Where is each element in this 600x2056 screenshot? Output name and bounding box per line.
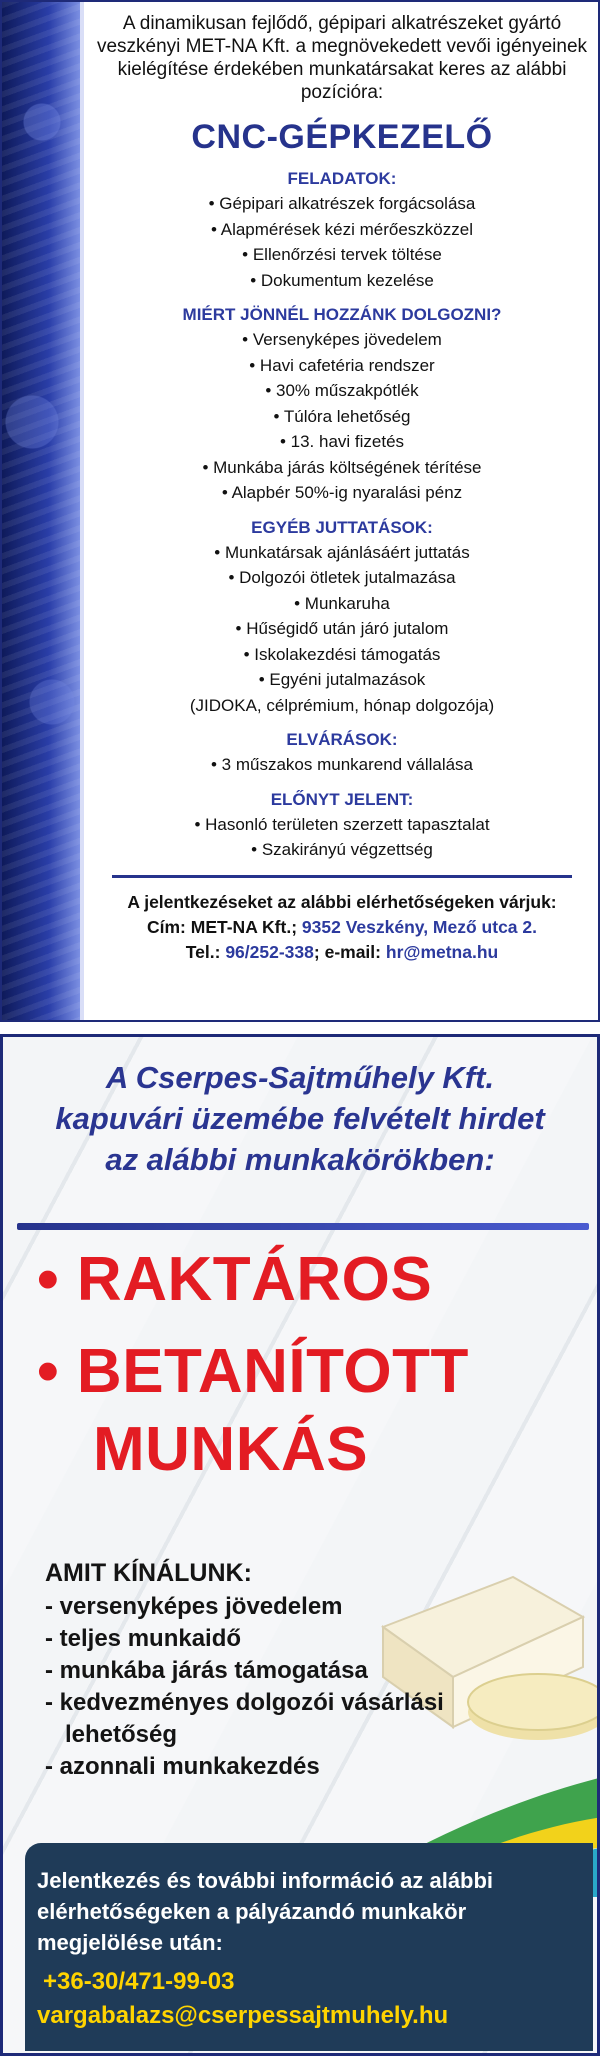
list-item: • Iskolakezdési támogatás [243, 644, 441, 664]
offer-list [45, 1557, 444, 1783]
heading-line: az alábbi munkakörökben: [105, 1142, 495, 1177]
list-item: • Egyéni jutalmazások [258, 670, 426, 689]
decorative-ornament-band [2, 2, 84, 1020]
cserpes-job-ad [0, 1034, 600, 2056]
footer-line: elérhetőségeken a pályázandó munkakör [37, 1899, 467, 1924]
section-heading: ELŐNYT JELENT: [270, 789, 414, 809]
met-na-job-ad [0, 0, 600, 1022]
footer-line: Jelentkezés és további információ az alábbi [37, 1868, 494, 1893]
heading-underline [17, 1223, 589, 1230]
section-list [92, 327, 592, 506]
offer-heading: AMIT KÍNÁLUNK: [45, 1559, 252, 1587]
list-item: • Munkaruha [294, 593, 390, 613]
section-list [92, 191, 592, 293]
list-item: • Alapbér 50%-ig nyaralási pénz [221, 483, 463, 502]
heading-line: A Cserpes-Sajtműhely Kft. [105, 1060, 495, 1095]
position-betanitott: • BETANÍTOTT [37, 1337, 469, 1406]
list-item: • Dokumentum kezelése [250, 270, 434, 290]
intro-text: A dinamikusan fejlődő, gépipari alkatrészeket gyártó veszkényi MET-NA Kft. a megnövekedett vevői igényeinek kielégítése érdekében munkatársakat keres az alábbi pozícióra: [96, 13, 588, 103]
position-munkas: MUNKÁS [93, 1415, 369, 1484]
address-line [92, 915, 592, 940]
list-item: • Gépipari alkatrészek forgácsolása [208, 194, 476, 213]
phone-email-line [92, 940, 592, 965]
list-item: • Ellenőrzési tervek töltése [242, 245, 442, 264]
section-list [92, 812, 592, 863]
email-link[interactable]: hr@metna.hu [385, 941, 499, 962]
list-item: • Havi cafetéria rendszer [249, 355, 435, 375]
list-item: • Munkatársak ajánlásáért juttatás [214, 542, 470, 562]
list-item: • Hűségidő után járó jutalom [235, 619, 449, 638]
job-title: CNC-GÉPKEZELŐ [191, 118, 493, 156]
contact-footer [25, 1843, 593, 2051]
footer-text [37, 1865, 587, 1958]
list-item: • Munkába járás költségének térítése [202, 457, 482, 477]
footer-line: megjelölése után: [37, 1930, 223, 1955]
list-item: • 30% műszakpótlék [265, 381, 419, 400]
address-value: 9352 Veszkény, Mező utca 2. [301, 916, 537, 937]
offer-item: - versenyképes jövedelem [45, 1593, 343, 1620]
email-label: ; e-mail: [313, 941, 381, 962]
offer-item: - azonnali munkakezdés [45, 1753, 320, 1780]
heading-line: kapuvári üzemébe felvételt hirdet [55, 1101, 545, 1136]
contact-intro: A jelentkezéseket az alábbi elérhetőségeken várjuk: [127, 891, 557, 912]
met-na-ad-content [92, 12, 592, 965]
section-list [92, 752, 592, 778]
list-item: • Hasonló területen szerzett tapasztalat [194, 814, 490, 834]
list-item: • Versenyképes jövedelem [242, 330, 442, 349]
offer-item: - teljes munkaidő [45, 1625, 242, 1652]
offer-item: lehetőség [65, 1721, 178, 1748]
phone-label: Tel.: [185, 941, 221, 962]
list-item: • Dolgozói ötletek jutalmazása [228, 568, 456, 587]
ad2-heading [3, 1057, 597, 1180]
list-item: • 3 műszakos munkarend vállalása [210, 755, 474, 774]
contact-block [92, 890, 592, 965]
address-label: Cím: MET-NA Kft.; [147, 916, 298, 937]
phone-value[interactable]: 96/252-338 [225, 941, 314, 962]
divider-line [112, 875, 572, 878]
email-address[interactable]: vargabalazs@cserpessajtmuhely.hu [37, 2002, 449, 2029]
phone-number[interactable]: +36-30/471-99-03 [43, 1968, 235, 1995]
ad-sections [92, 169, 592, 863]
offer-item: - munkába járás támogatása [45, 1657, 368, 1684]
section-heading: FELADATOK: [287, 169, 397, 188]
section-heading: EGYÉB JUTTATÁSOK: [251, 517, 433, 537]
list-item: (JIDOKA, célprémium, hónap dolgozója) [189, 695, 495, 715]
footer-contacts [37, 1965, 448, 2033]
section-heading: MIÉRT JÖNNÉL HOZZÁNK DOLGOZNI? [182, 305, 502, 324]
section-list [92, 540, 592, 719]
list-item: • Alapmérések kézi mérőeszközzel [211, 219, 473, 239]
offer-item: - kedvezményes dolgozói vásárlási [45, 1689, 444, 1716]
section-heading: ELVÁRÁSOK: [286, 730, 398, 749]
list-item: • Szakirányú végzettség [251, 840, 433, 859]
position-raktaros: • RAKTÁROS [37, 1245, 433, 1314]
list-item: • Túlóra lehetőség [273, 406, 411, 426]
list-item: • 13. havi fizetés [279, 432, 405, 451]
